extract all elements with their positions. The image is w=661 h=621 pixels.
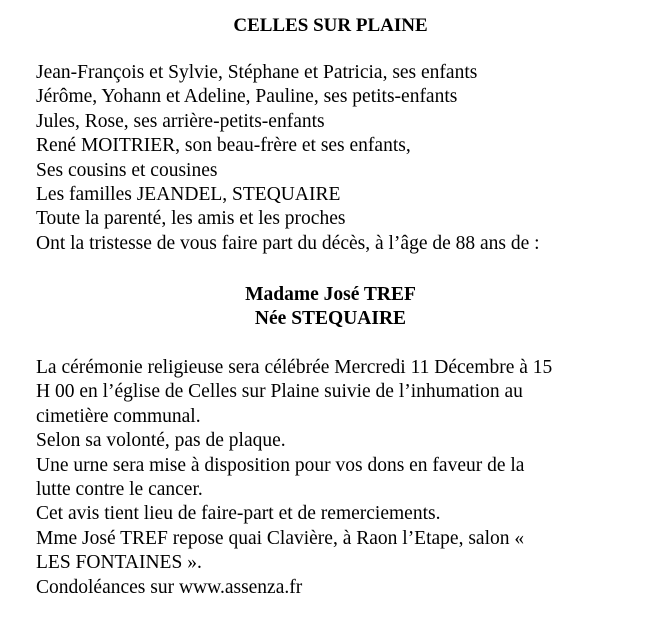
announcement-line: Une urne sera mise à disposition pour vos dons en faveur de la [36, 454, 525, 476]
announcement-line: Condoléances sur www.assenza.fr [36, 576, 303, 598]
announcement-line: La cérémonie religieuse sera célébrée Mercredi 11 Décembre à 15 [36, 357, 553, 378]
family-list [36, 61, 636, 256]
deceased-name-block [0, 283, 661, 332]
announcement-line: Selon sa volonté, pas de plaque. [36, 430, 286, 452]
family-line: Jean-François et Sylvie, Stéphane et Patricia, ses enfants [36, 62, 478, 83]
family-line: Toute la parenté, les amis et les proches [36, 208, 346, 230]
announcement-line: lutte contre le cancer. [36, 478, 203, 500]
announcement-line: LES FONTAINES ». [36, 552, 202, 574]
family-line: Ont la tristesse de vous faire part du décès, à l’âge de 88 ans de : [36, 232, 540, 254]
family-line: Ses cousins et cousines [36, 159, 218, 181]
family-line: Les familles JEANDEL, STEQUAIRE [36, 183, 341, 205]
announcement-line: Mme José TREF repose quai Clavière, à Raon l’Etape, salon « [36, 527, 525, 549]
notice-heading: CELLES SUR PLAINE [233, 15, 428, 36]
announcement-line: H 00 en l’église de Celles sur Plaine suivie de l’inhumation au [36, 381, 523, 403]
announcement-line: Cet avis tient lieu de faire-part et de remerciements. [36, 503, 441, 525]
announcement-line: cimetière communal. [36, 405, 201, 427]
deceased-maiden-name: Née STEQUAIRE [254, 308, 407, 330]
announcement-text [36, 356, 636, 600]
family-line: Jules, Rose, ses arrière-petits-enfants [36, 110, 325, 132]
family-line: Jérôme, Yohann et Adeline, Pauline, ses petits-enfants [36, 86, 458, 108]
family-line: René MOITRIER, son beau-frère et ses enfants, [36, 135, 411, 157]
deceased-name: Madame José TREF [245, 284, 416, 305]
